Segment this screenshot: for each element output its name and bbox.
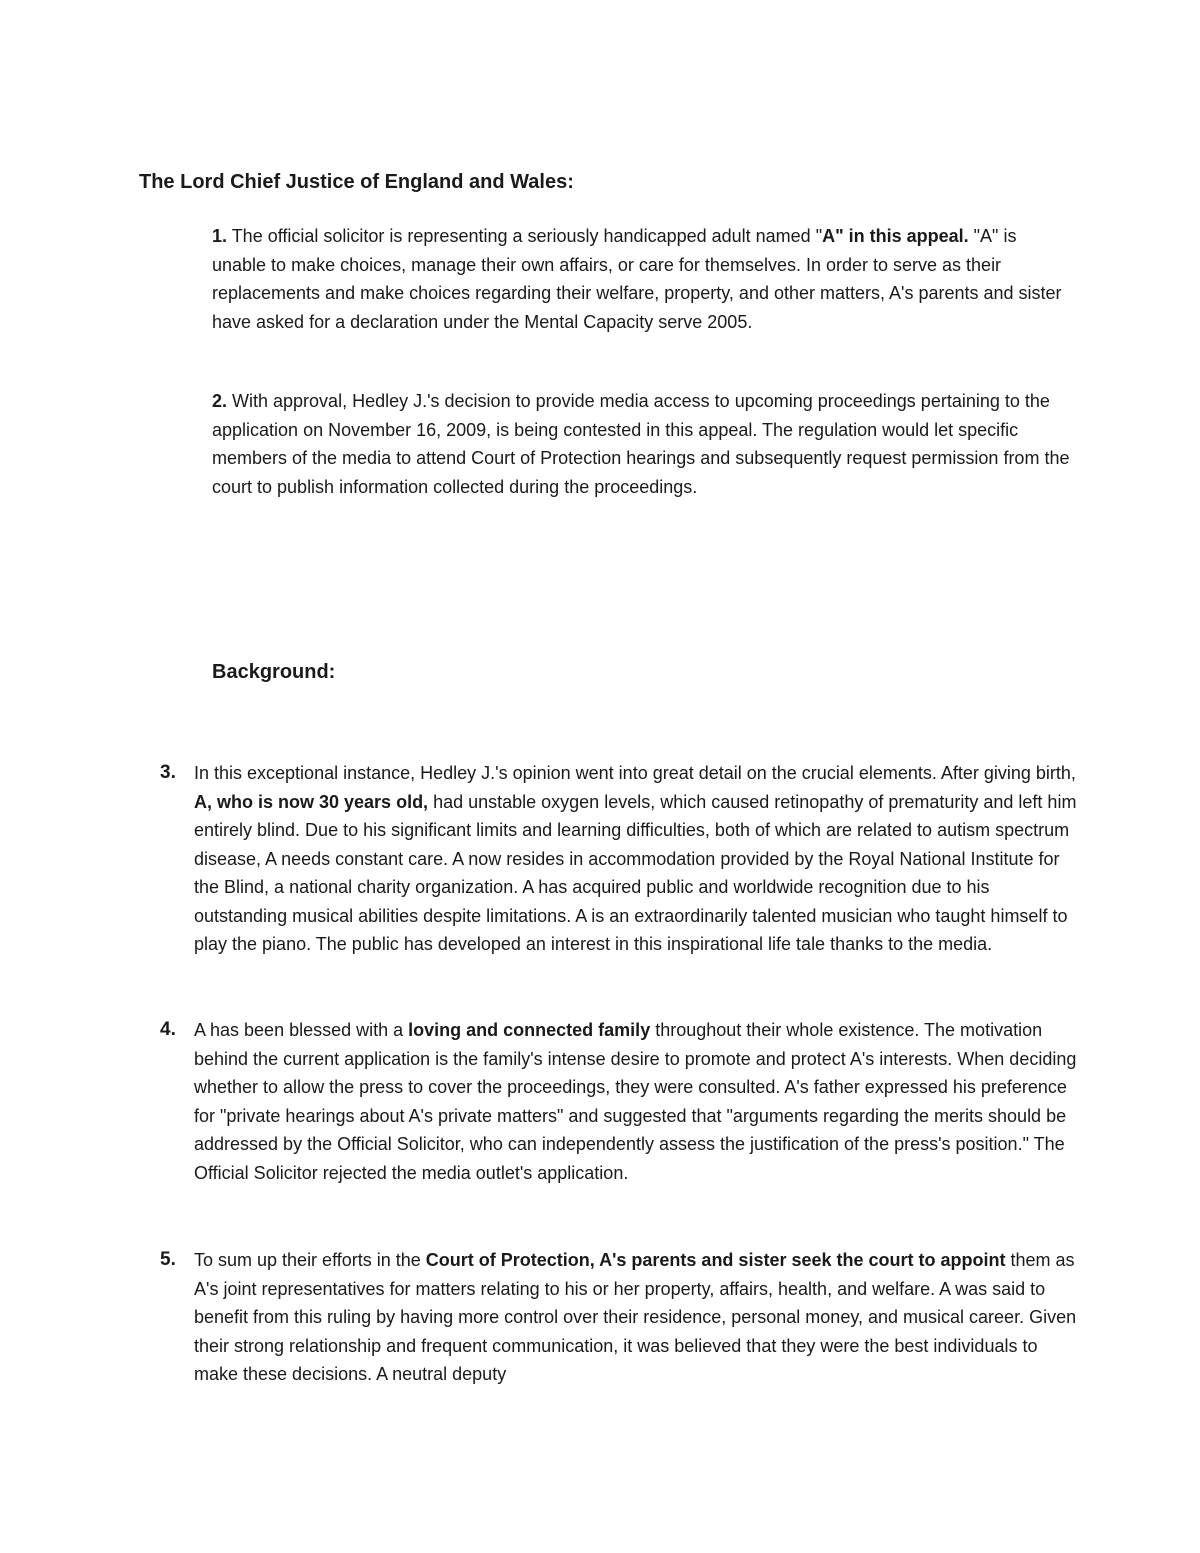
bold-text: loving and connected family [408, 1020, 651, 1040]
paragraph-text: A has been blessed with a [194, 1020, 409, 1040]
paragraph-text: "A" is unable to make choices, manage their own affairs, or care for themselves. In order to serve as their replacements and make choices regarding their welfare, property, and other matters, A's parents and sister have asked for a declaration under the Mental Capacity serve 2005. [212, 226, 1062, 332]
paragraph-text: had unstable oxygen levels, which caused retinopathy of prematurity and left him entirely blind. Due to his significant limits and learning difficulties, both of which are related to autism spectrum disease, A needs constant care. A now resides in accommodation provided by the Royal National Institute for the Blind, a national charity organization. A has acquired public and worldwide recognition due to his outstanding musical abilities despite limitations. A is an extraordinarily talented musician who taught himself to play the piano. The public has developed an interest in this inspirational life tale thanks to the media. [194, 791, 1077, 954]
paragraph-text: throughout their whole existence. The motivation behind the current application is the family's intense desire to promote and protect A's interests. When deciding whether to allow the press to cover the proceedings, they were consulted. A's father expressed his preference for "private hearings about A's private matters" and suggested that "arguments regarding the merits should be addressed by the Official Solicitor, who can independently assess the justification of the press's position." The Official Solicitor rejected the media outlet's application. [194, 1020, 1077, 1183]
bold-text: Court of Protection, A's parents and sister seek the court to appoint [425, 1250, 1006, 1270]
paragraph-3 [160, 759, 1084, 959]
paragraph-text: With approval, Hedley J.'s decision to provide media access to upcoming proceedings pertaining to the application on November 16, 2009, is being contested in this appeal. The regulation would let specific members of the media to attend Court of Protection hearings and subsequently request permission from the court to publish information collected during the proceedings. [212, 391, 1070, 497]
paragraph-number: 5. [160, 1249, 176, 1270]
background-heading: Background: [212, 661, 336, 683]
paragraph-number: 4. [160, 1019, 176, 1040]
paragraph-text: The official solicitor is representing a seriously handicapped adult named " [227, 226, 823, 246]
paragraph-1 [212, 222, 1072, 336]
paragraph-number: 2. [212, 391, 228, 411]
bold-text: A" in this appeal. [822, 226, 969, 246]
paragraph-text: To sum up their efforts in the [194, 1250, 426, 1270]
paragraph-text: In this exceptional instance, Hedley J.'s opinion went into great detail on the crucial elements. After giving birth, [194, 763, 1076, 783]
paragraph-5 [160, 1246, 1084, 1389]
paragraph-4 [160, 1016, 1084, 1187]
paragraph-number: 1. [212, 226, 228, 246]
bold-text: A, who is now 30 years old, [194, 791, 429, 812]
paragraph-text: them as A's joint representatives for matters relating to his or her property, affairs, health, and welfare. A was said to benefit from this ruling by having more control over their residence, personal money, and musical career. Given their strong relationship and frequent communication, it was believed that they were the best individuals to make these decisions. A neutral deputy [194, 1250, 1077, 1384]
paragraph-2 [212, 387, 1072, 501]
paragraph-number: 3. [160, 762, 176, 783]
document-title: The Lord Chief Justice of England and Wales: [139, 171, 574, 193]
